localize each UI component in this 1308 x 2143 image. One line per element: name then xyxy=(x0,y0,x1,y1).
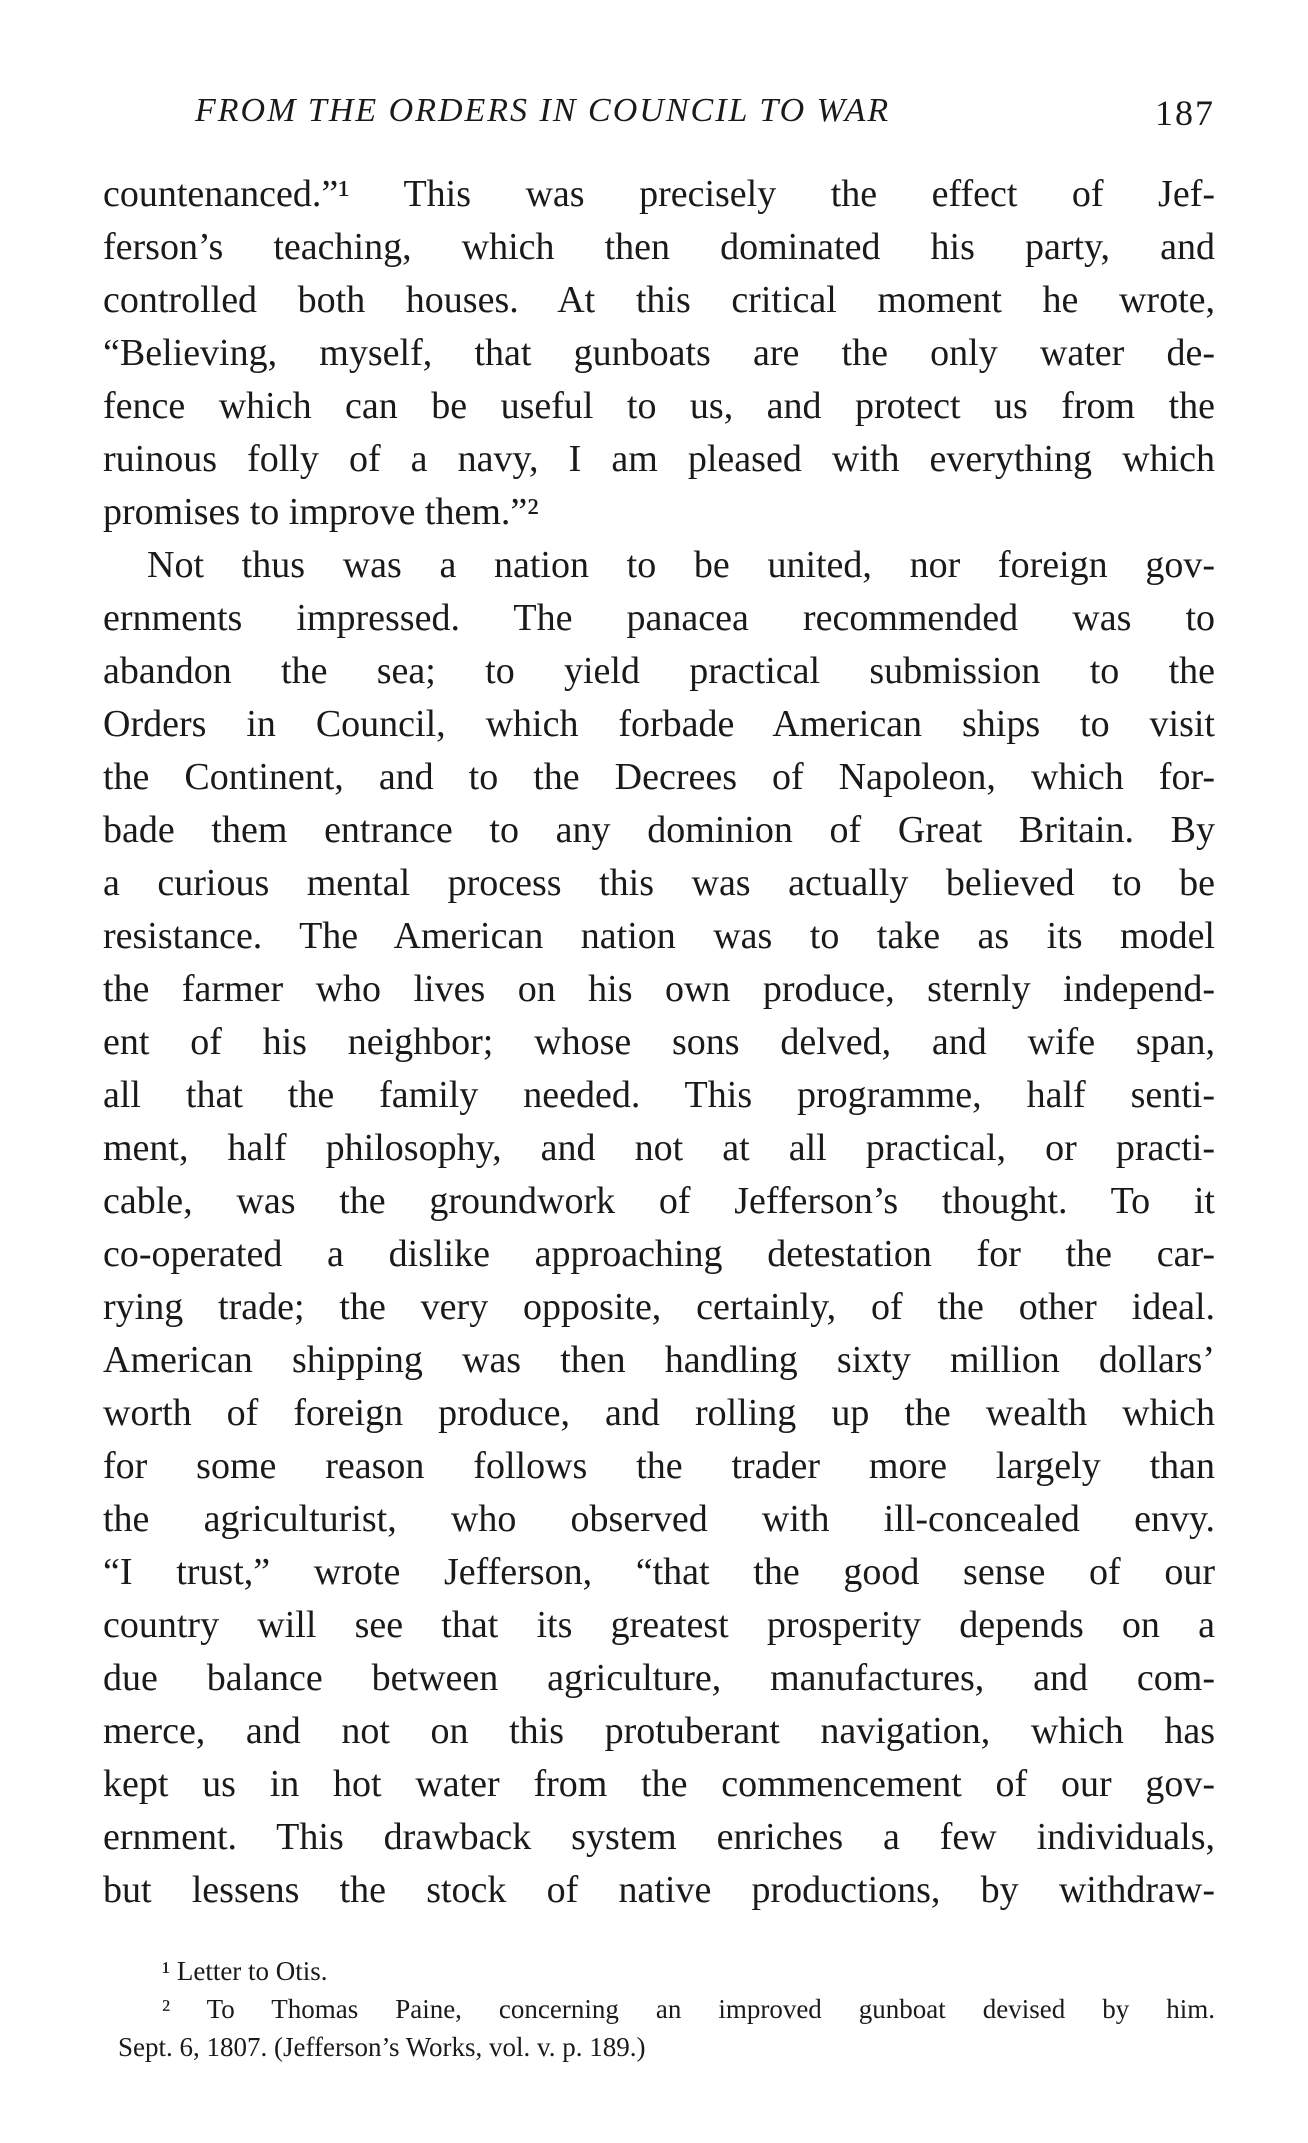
text-line: due balance between agriculture, manufactures, and com- xyxy=(103,1657,1215,1699)
text-line: country will see that its greatest prosperity depends on a xyxy=(103,1604,1215,1646)
text-line: merce, and not on this protuberant navigation, which has xyxy=(103,1710,1215,1752)
page-number: 187 xyxy=(1155,93,1215,133)
text-line: American shipping was then handling sixty million dollars’ xyxy=(103,1339,1215,1381)
text-line: ent of his neighbor; whose sons delved, and wife span, xyxy=(103,1021,1215,1063)
text-line: resistance. The American nation was to take as its model xyxy=(103,915,1215,957)
footnotes xyxy=(118,1952,1215,2066)
text-line: ernment. This drawback system enriches a few individuals, xyxy=(103,1816,1215,1858)
body-text xyxy=(103,168,1215,1917)
text-line: cable, was the groundwork of Jefferson’s thought. To it xyxy=(103,1180,1215,1222)
text-line: but lessens the stock of native productions, by withdraw- xyxy=(103,1869,1215,1911)
text-line: ferson’s teaching, which then dominated his party, and xyxy=(103,226,1215,268)
text-line: for some reason follows the trader more largely than xyxy=(103,1445,1215,1487)
text-line: a curious mental process this was actually believed to be xyxy=(103,862,1215,904)
text-line: countenanced.”¹ This was precisely the effect of Jef- xyxy=(103,173,1215,215)
text-line: the Continent, and to the Decrees of Napoleon, which for- xyxy=(103,756,1215,798)
text-line: fence which can be useful to us, and protect us from the xyxy=(103,385,1215,427)
text-line: Orders in Council, which forbade American ships to visit xyxy=(103,703,1215,745)
text-line: all that the family needed. This programme, half senti- xyxy=(103,1074,1215,1116)
text-line: co-operated a dislike approaching detestation for the car- xyxy=(103,1233,1215,1275)
text-line: the farmer who lives on his own produce, sternly independ- xyxy=(103,968,1215,1010)
footnote-2-continuation: Sept. 6, 1807. (Jefferson’s Works, vol. v. p. 189.) xyxy=(118,2032,646,2062)
text-line: abandon the sea; to yield practical submission to the xyxy=(103,650,1215,692)
running-title: FROM THE ORDERS IN COUNCIL TO WAR xyxy=(195,92,891,129)
text-line: ernments impressed. The panacea recommended was to xyxy=(103,597,1215,639)
text-line: controlled both houses. At this critical moment he wrote, xyxy=(103,279,1215,321)
text-line: Not thus was a nation to be united, nor foreign gov- xyxy=(147,544,1215,586)
text-line: ruinous folly of a navy, I am pleased with everything which xyxy=(103,438,1215,480)
text-line: bade them entrance to any dominion of Great Britain. By xyxy=(103,809,1215,851)
text-line: ment, half philosophy, and not at all practical, or practi- xyxy=(103,1127,1215,1169)
footnote-2: ² To Thomas Paine, concerning an improved gunboat devised by him. xyxy=(162,1994,1215,2024)
text-line: kept us in hot water from the commencement of our gov- xyxy=(103,1763,1215,1805)
text-line: promises to improve them.”² xyxy=(103,491,539,533)
text-line: worth of foreign produce, and rolling up the wealth which xyxy=(103,1392,1215,1434)
text-line: “Believing, myself, that gunboats are the only water de- xyxy=(103,332,1215,374)
text-line: the agriculturist, who observed with ill-concealed envy. xyxy=(103,1498,1215,1540)
running-head xyxy=(195,92,1215,142)
text-line: rying trade; the very opposite, certainly, of the other ideal. xyxy=(103,1286,1215,1328)
text-line: “I trust,” wrote Jefferson, “that the good sense of our xyxy=(103,1551,1215,1593)
footnote-1: ¹ Letter to Otis. xyxy=(162,1956,328,1986)
